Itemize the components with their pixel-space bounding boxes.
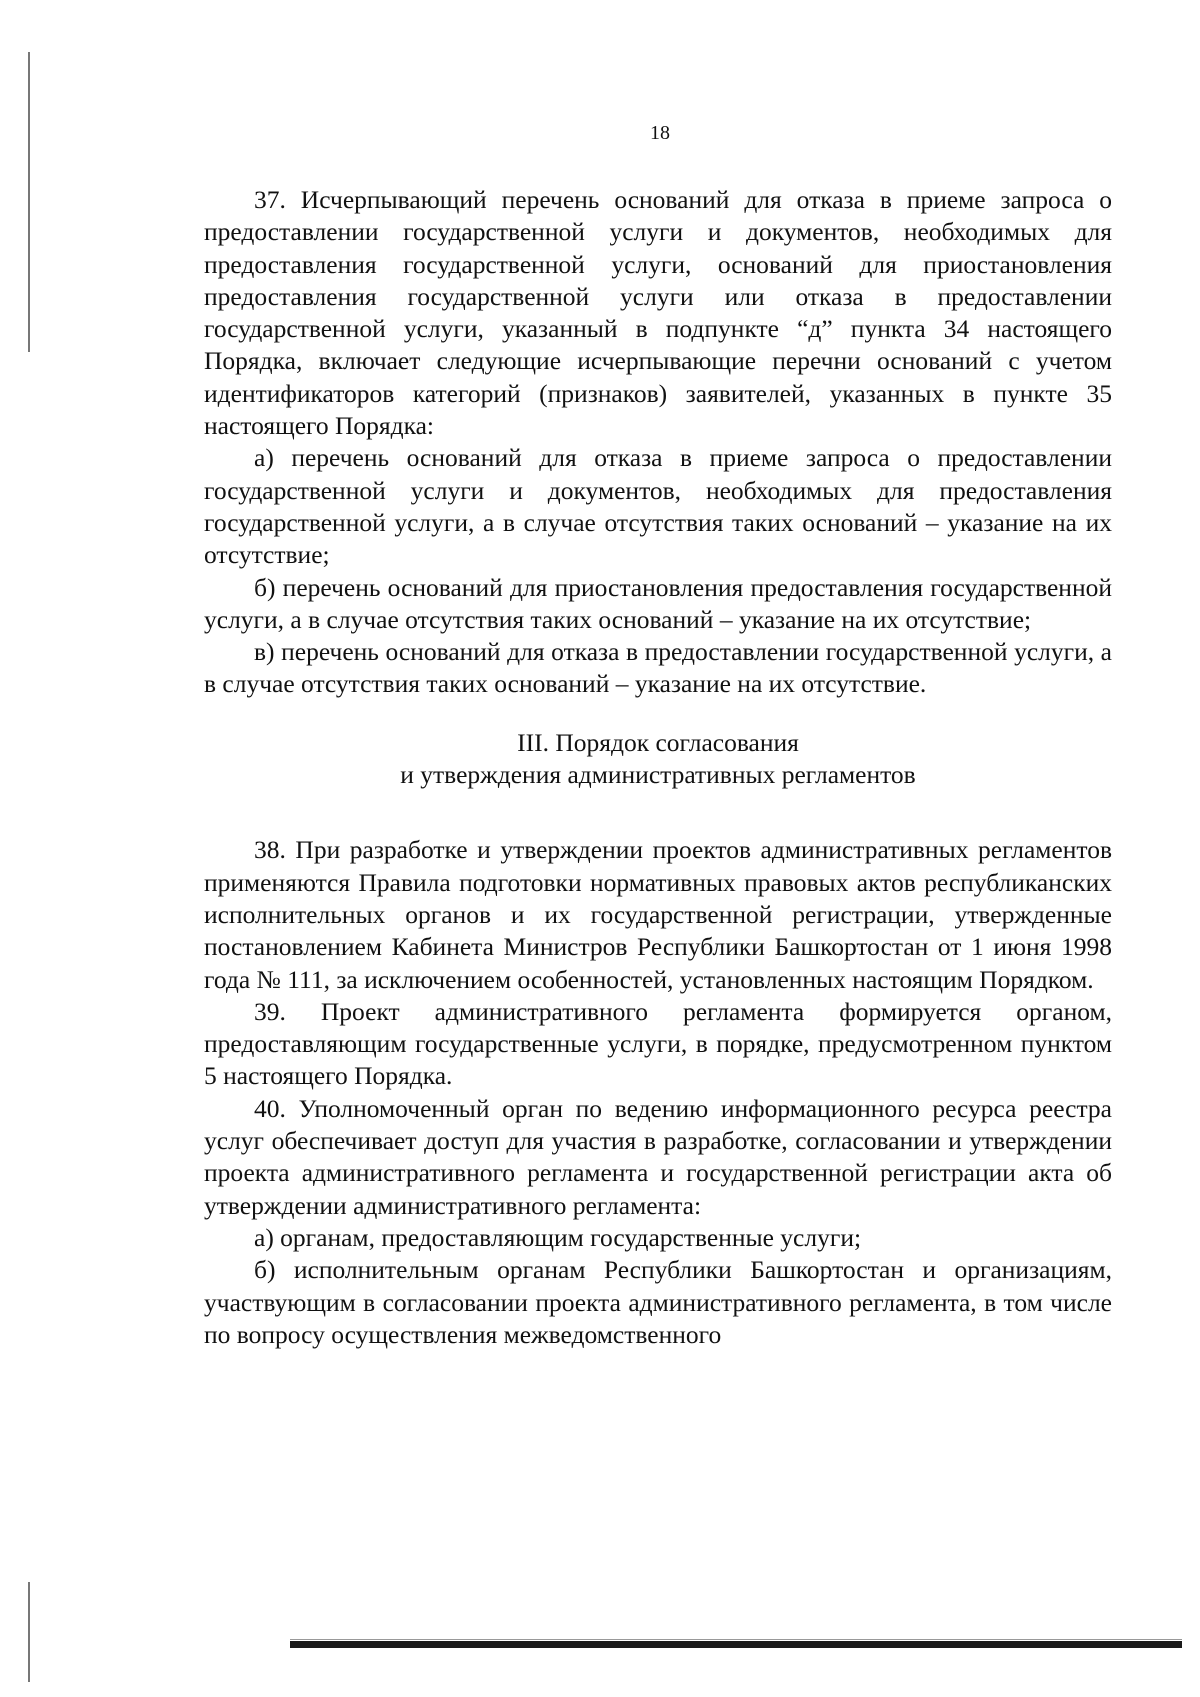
scan-edge-left-top <box>28 52 30 352</box>
section-heading-line-1: III. Порядок согласования <box>517 727 799 757</box>
paragraph-37: 37. Исчерпывающий перечень оснований для отказа в приеме запроса о предоставлении государственной услуги и документов, необходимых для предоставления государственной услуги, оснований для приостановления предоставления государственной услуги или отказа в предоставлении государственной услуги, указанный в подпункте “д” пункта 34 настоящего Порядка, включает следующие исчерпывающие перечни оснований с учетом идентификаторов категорий (признаков) заявителей, указанных в пункте 35 настоящего Порядка: <box>204 185 1112 441</box>
scan-edge-bottom <box>290 1641 1182 1648</box>
paragraph-37-a: а) перечень оснований для отказа в приеме запроса о предоставлении государственной услуги и документов, необходимых для предоставления государственной услуги, а в случае отсутствия таких оснований – указание на их отсутствие; <box>204 443 1112 570</box>
paragraph-39: 39. Проект административного регламента формируется органом, предоставляющим государственные услуги, в порядке, предусмотренном пунктом 5 настоящего Порядка. <box>204 996 1112 1091</box>
scan-edge-left-bottom <box>28 1582 30 1682</box>
paragraph-37-b: б) перечень оснований для приостановления предоставления государственной услуги, а в случае отсутствия таких оснований – указание на их отсутствие; <box>204 572 1112 634</box>
section-heading-line-2: и утверждения административных регламентов <box>400 760 916 790</box>
paragraph-40-b: б) исполнительным органам Республики Башкортостан и организациям, участвующим в согласовании проекта административного регламента, в том числе по вопросу осуществления межведомственного <box>204 1255 1112 1349</box>
paragraph-40: 40. Уполномоченный орган по ведению информационного ресурса реестра услуг обеспечивает доступ для участия в разработке, согласовании и утверждении проекта административного регламента и государственной регистрации акта об утверждении административного регламента: <box>204 1093 1112 1220</box>
document-body <box>204 184 1112 1351</box>
paragraph-38: 38. При разработке и утверждении проектов административных регламентов применяются Правила подготовки нормативных правовых актов республиканских исполнительных органов и их государственной регистрации, утвержденные постановлением Кабинета Министров Республики Башкортостан от 1 июня 1998 года № 111, за исключением особенностей, установленных настоящим Порядком. <box>204 835 1112 994</box>
section-heading <box>204 727 1112 792</box>
scan-edge-bottom-thin <box>290 1639 1182 1640</box>
page-number: 18 <box>650 122 670 144</box>
paragraph-37-v: в) перечень оснований для отказа в предоставлении государственной услуги, а в случае отсутствия таких оснований – указание на их отсутствие. <box>204 637 1112 699</box>
paragraph-40-a: а) органам, предоставляющим государственные услуги; <box>254 1222 862 1252</box>
